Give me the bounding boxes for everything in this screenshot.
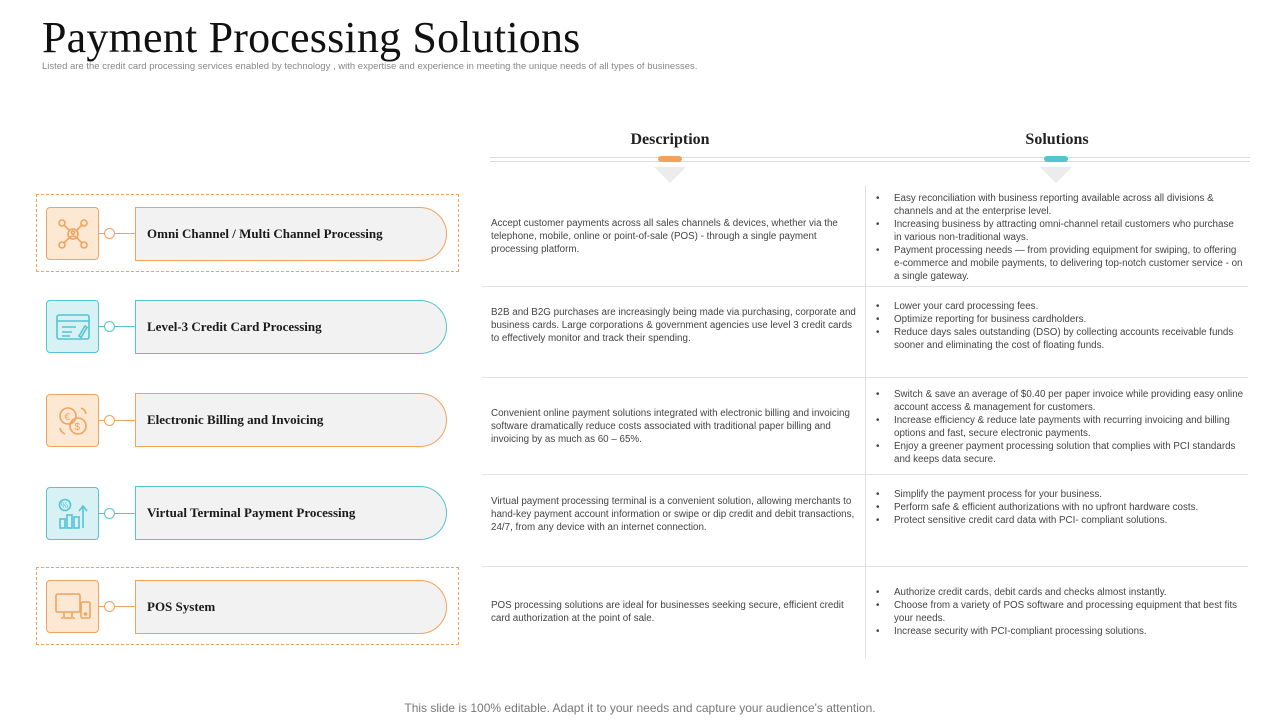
page-subtitle: Listed are the credit card processing services enabled by technology , with expertise and experience in meeting the unique needs of all types of businesses. xyxy=(42,61,698,72)
svg-text:%: % xyxy=(60,500,68,510)
pos-computer-icon xyxy=(46,580,99,633)
solution-item: • Payment processing needs — from providing equipment for swiping, to offering e-commerce and mobile payments, to delivering top-notch customer service - on a single gateway. xyxy=(872,244,1244,283)
service-label-electronic-billing: Electronic Billing and Invoicing xyxy=(135,393,447,447)
solution-item: • Authorize credit cards, debit cards and checks almost instantly. xyxy=(872,586,1244,599)
row-divider xyxy=(482,474,1248,475)
solution-item: • Choose from a variety of POS software and processing equipment that best fits your needs. xyxy=(872,599,1244,625)
row-divider xyxy=(482,377,1248,378)
description-column-header: Description xyxy=(630,131,710,148)
solutions-list-electronic-billing xyxy=(872,388,1244,466)
svg-text:€: € xyxy=(64,411,70,423)
description-pos-system: POS processing solutions are ideal for businesses seeking secure, efficient credit card authorization at the point of sale. xyxy=(491,600,844,624)
page-title: Payment Processing Solutions xyxy=(42,13,581,62)
solutions-list-omni-channel xyxy=(872,192,1244,283)
service-label-level-3: Level-3 Credit Card Processing xyxy=(135,300,447,354)
solution-item: • Enjoy a greener payment processing solution that complies with PCI standards and keeps data secure. xyxy=(872,440,1244,466)
svg-text:$: $ xyxy=(74,421,80,433)
row-divider xyxy=(482,566,1248,567)
credit-card-form-icon xyxy=(46,300,99,353)
connector-node xyxy=(104,228,115,239)
solution-item: • Protect sensitive credit card data with PCI- compliant solutions. xyxy=(872,514,1244,527)
percent-growth-chart-icon xyxy=(46,487,99,540)
solution-item: • Simplify the payment process for your business. xyxy=(872,488,1244,501)
connector-node xyxy=(104,321,115,332)
service-label-omni-channel: Omni Channel / Multi Channel Processing xyxy=(135,207,447,261)
connector-node xyxy=(104,415,115,426)
solution-item: • Increasing business by attracting omni-channel retail customers who purchase in various non-traditional ways. xyxy=(872,218,1244,244)
solution-item: • Optimize reporting for business cardholders. xyxy=(872,313,1244,326)
solution-item: • Increase efficiency & reduce late payments with recurring invoicing and billing options and fast, secure electronic payments. xyxy=(872,414,1244,440)
solutions-column-header: Solutions xyxy=(1025,131,1089,148)
solution-item: • Increase security with PCI-compliant processing solutions. xyxy=(872,625,1244,638)
solutions-list-level-3 xyxy=(872,300,1244,352)
solutions-list-virtual-terminal xyxy=(872,488,1244,527)
description-omni-channel: Accept customer payments across all sales channels & devices, whether via the telephone, mobile, online or point-of-sale (POS) - through a single payment processing platform. xyxy=(491,218,838,255)
connector-node xyxy=(104,508,115,519)
row-divider xyxy=(482,286,1248,287)
description-electronic-billing: Convenient online payment solutions integrated with electronic billing and invoicing software dramatically reduce costs associated with traditional paper billing and invoicing by as much as 60 – 65%. xyxy=(491,408,850,445)
solution-item: • Perform safe & efficient authorizations with no upfront hardware costs. xyxy=(872,501,1244,514)
chevron-down-icon xyxy=(1040,167,1072,183)
service-label-pos-system: POS System xyxy=(135,580,447,634)
chevron-down-icon xyxy=(654,167,686,183)
solutions-marker xyxy=(1044,156,1068,162)
solution-item: • Lower your card processing fees. xyxy=(872,300,1244,313)
connector-node xyxy=(104,601,115,612)
header-divider xyxy=(490,157,1250,158)
description-marker xyxy=(658,156,682,162)
service-label-virtual-terminal: Virtual Terminal Payment Processing xyxy=(135,486,447,540)
description-virtual-terminal: Virtual payment processing terminal is a convenient solution, allowing merchants to hand-key payment account information or swipe or dip credit and debit transactions, 24/7, from any device with an internet connection. xyxy=(491,496,855,533)
footer-note: This slide is 100% editable. Adapt it to your needs and capture your audience's attention. xyxy=(404,701,876,715)
header-divider xyxy=(490,161,1250,162)
solution-item: • Reduce days sales outstanding (DSO) by collecting accounts receivable funds sooner and eliminating the cost of floating funds. xyxy=(872,326,1244,352)
network-user-icon xyxy=(46,207,99,260)
solutions-list-pos-system xyxy=(872,586,1244,638)
description-level-3: B2B and B2G purchases are increasingly being made via purchasing, corporate and business cards. Large corporations & government agencies use level 3 credit cards to effectively monitor and track their spending. xyxy=(491,307,856,344)
solution-item: • Easy reconciliation with business reporting available across all divisions & channels and at the enterprise level. xyxy=(872,192,1244,218)
solution-item: • Switch & save an average of $0.40 per paper invoice while providing easy online account access & management for customers. xyxy=(872,388,1244,414)
column-divider xyxy=(865,186,866,658)
currency-exchange-icon xyxy=(46,394,99,447)
